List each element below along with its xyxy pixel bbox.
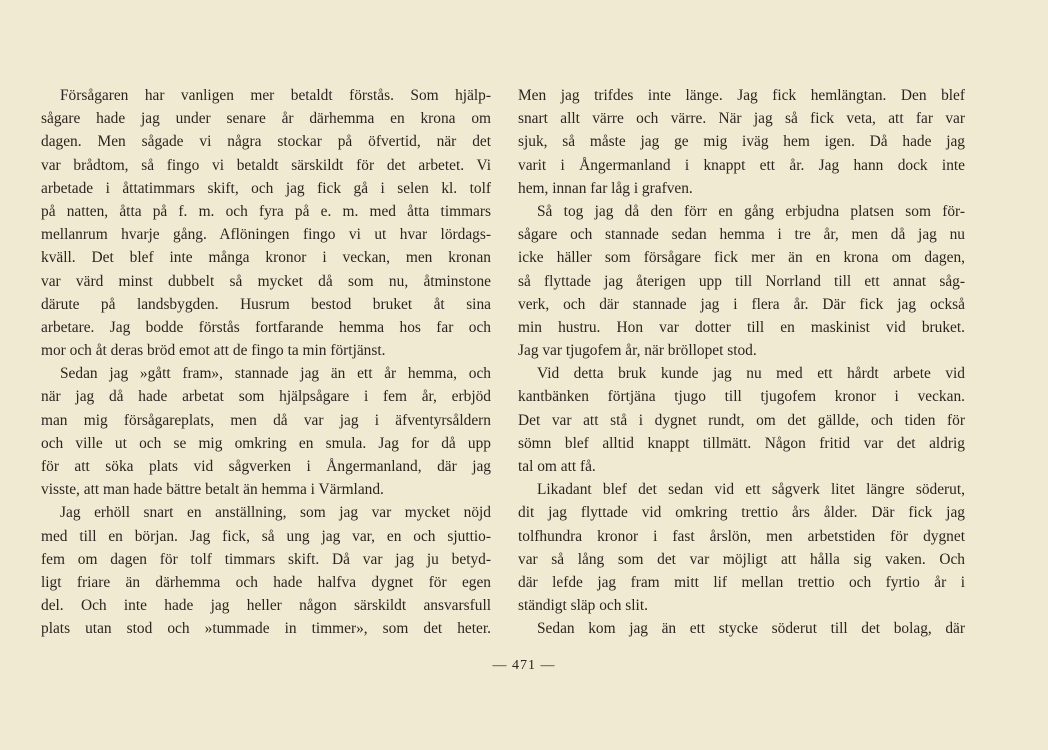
text-line: sågare hade jag under senare år därhemma en krona om xyxy=(41,110,491,128)
text-line: min hustru. Hon var dotter till en maskinist vid bruket. xyxy=(518,318,965,336)
left-column xyxy=(41,84,491,641)
text-line: kantbänken förtjäna tjugo till tjugofem kronor i veckan. xyxy=(518,388,965,406)
text-line: Sedan kom jag än ett stycke söderut till det bolag, där xyxy=(537,620,965,638)
text-line: sjuk, så måste jag ge mig iväg hem igen. Då hade jag xyxy=(518,133,965,151)
text-line: plats utan stod och »tummade in timmer», som det heter. xyxy=(41,620,491,638)
text-line: sågare och stannade sedan hemma i tre år, men då jag nu xyxy=(518,226,965,244)
text-line: Det var att stå i dygnet rundt, om det gällde, och tiden för xyxy=(518,411,965,429)
text-line: visste, att man hade bättre betalt än hemma i Värmland. xyxy=(41,481,384,499)
text-line: därute på landsbygden. Husrum bestod bruket åt sina xyxy=(41,295,491,313)
text-line: var så lång som det var möjligt att hålla sig vaken. Och xyxy=(518,550,965,568)
text-line: Vid detta bruk kunde jag nu med ett hårdt arbete vid xyxy=(537,365,965,383)
text-line: på natten, åtta på f. m. och fyra på e. m. med åtta timmars xyxy=(41,202,491,220)
text-line: icke häller som försågare fick mer än en krona om dagen, xyxy=(518,249,965,267)
text-line: ständigt släp och slit. xyxy=(518,597,648,615)
text-line: sömn blef alltid knappt tillmätt. Någon fritid var det aldrig xyxy=(518,434,965,452)
text-line: del. Och inte hade jag heller någon särskildt ansvarsfull xyxy=(41,597,491,615)
text-line: mellanrum hvarje gång. Aflöningen fingo vi ut hvar lördags- xyxy=(41,226,491,244)
text-line: kväll. Det blef inte många kronor i veckan, men kronan xyxy=(41,249,491,267)
text-line: när jag då hade arbetat som hjälpsågare i fem år, erbjöd xyxy=(41,388,491,406)
text-line: Jag var tjugofem år, när bröllopet stod. xyxy=(518,342,757,360)
text-line: snart allt värre och värre. När jag så fick veta, att far var xyxy=(518,110,965,128)
text-line: ligt friare än därhemma och hade halfva dygnet för egen xyxy=(41,573,491,591)
text-line: fem om dagen för tolf timmars skift. Då var jag ju betyd- xyxy=(41,550,491,568)
text-line: man mig försågareplats, men då var jag i äfventyrsåldern xyxy=(41,411,491,429)
text-line: var värd minst dubbelt så mycket då som nu, åtminstone xyxy=(41,272,491,290)
right-column xyxy=(518,84,965,641)
text-line: verk, och där stannade jag i flera år. Där fick jag också xyxy=(518,295,965,313)
text-line: för att söka plats vid sågverken i Ångermanland, där jag xyxy=(41,458,491,475)
text-line: arbetare. Jag bodde förstås fortfarande hemma hos far och xyxy=(41,318,491,336)
text-line: där lefde jag fram mitt lif mellan trettio och fyrtio år i xyxy=(518,573,965,591)
text-line: arbetade i åttatimmars skift, och jag fick gå i selen kl. tolf xyxy=(41,179,491,197)
text-line: tolfhundra kronor i fast årslön, men arbetstiden för dygnet xyxy=(518,527,965,545)
text-line: tal om att få. xyxy=(518,458,596,475)
text-line: så flyttade jag återigen upp till Norrland till ett annat såg- xyxy=(518,272,965,290)
text-line: Jag erhöll snart en anställning, som jag var mycket nöjd xyxy=(60,504,491,522)
text-line: Försågaren har vanligen mer betaldt förstås. Som hjälp- xyxy=(60,87,491,104)
text-line: Men jag trifdes inte länge. Jag fick hemlängtan. Den blef xyxy=(518,87,965,104)
text-line: Sedan jag »gått fram», stannade jag än ett år hemma, och xyxy=(60,365,491,383)
page-number: — 471 — xyxy=(492,658,556,673)
text-line: och ville ut och se mig omkring en smula. Jag for då upp xyxy=(41,434,491,452)
text-line: dit jag flyttade vid omkring trettio års ålder. Där fick jag xyxy=(518,504,965,522)
text-line: var brådtom, så fingo vi betaldt särskildt för det arbetet. Vi xyxy=(41,156,491,174)
text-line: Likadant blef det sedan vid ett sågverk litet längre söderut, xyxy=(537,481,965,499)
text-line: Så tog jag då den förr en gång erbjudna platsen som för- xyxy=(537,202,965,220)
text-line: mor och åt deras bröd emot att de fingo ta min förtjänst. xyxy=(41,342,386,360)
text-line: dagen. Men sågade vi några stockar på öfvertid, när det xyxy=(41,133,491,151)
text-line: hem, innan far låg i grafven. xyxy=(518,179,693,197)
text-line: varit i Ångermanland i knappt ett år. Jag hann dock inte xyxy=(518,156,965,174)
text-line: med till en början. Jag fick, så ung jag var, en och sjuttio- xyxy=(41,527,491,545)
